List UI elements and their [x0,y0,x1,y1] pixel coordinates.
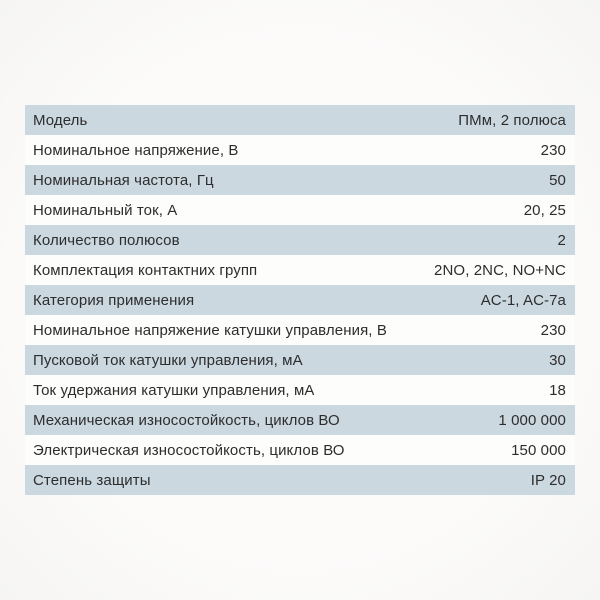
table-row-utilization-category [25,285,575,315]
spec-value: ПМм, 2 полюса [458,111,566,129]
spec-label: Механическая износостойкость, циклов ВО [33,411,340,429]
spec-label: Номинальное напряжение, В [33,141,239,159]
spec-label: Номинальная частота, Гц [33,171,214,189]
table-row-mechanical-endurance [25,405,575,435]
spec-label: Ток удержания катушки управления, мА [33,381,315,399]
table-row-coil-voltage [25,315,575,345]
spec-label: Модель [33,111,88,129]
spec-value: 2NO, 2NC, NO+NC [434,261,566,279]
spec-value: IP 20 [530,471,566,489]
table-row-coil-holding-current [25,375,575,405]
spec-label: Электрическая износостойкость, циклов ВО [33,441,345,459]
spec-value: 1 000 000 [498,411,566,429]
spec-value: 230 [540,321,566,339]
spec-value: 2 [557,231,566,249]
spec-label: Степень защиты [33,471,151,489]
table-row-protection-rating [25,465,575,495]
spec-value: 150 000 [511,441,566,459]
spec-label: Количество полюсов [33,231,180,249]
spec-label: Номинальное напряжение катушки управления, В [33,321,387,339]
spec-value: 30 [549,351,566,369]
table-row-rated-current [25,195,575,225]
spec-value: 18 [549,381,566,399]
table-row-model [25,105,575,135]
spec-value: 230 [540,141,566,159]
table-row-contact-groups [25,255,575,285]
spec-label: Категория применения [33,291,195,309]
table-row-coil-inrush-current [25,345,575,375]
spec-value: 50 [549,171,566,189]
spec-label: Комплектация контактних групп [33,261,258,279]
table-row-rated-voltage [25,135,575,165]
table-row-electrical-endurance [25,435,575,465]
spec-value: 20, 25 [523,201,566,219]
spec-label: Номинальный ток, А [33,201,178,219]
table-row-rated-frequency [25,165,575,195]
spec-value: AC-1, AC-7a [480,291,566,309]
spec-label: Пусковой ток катушки управления, мА [33,351,303,369]
specification-table [25,105,575,495]
table-row-pole-count [25,225,575,255]
